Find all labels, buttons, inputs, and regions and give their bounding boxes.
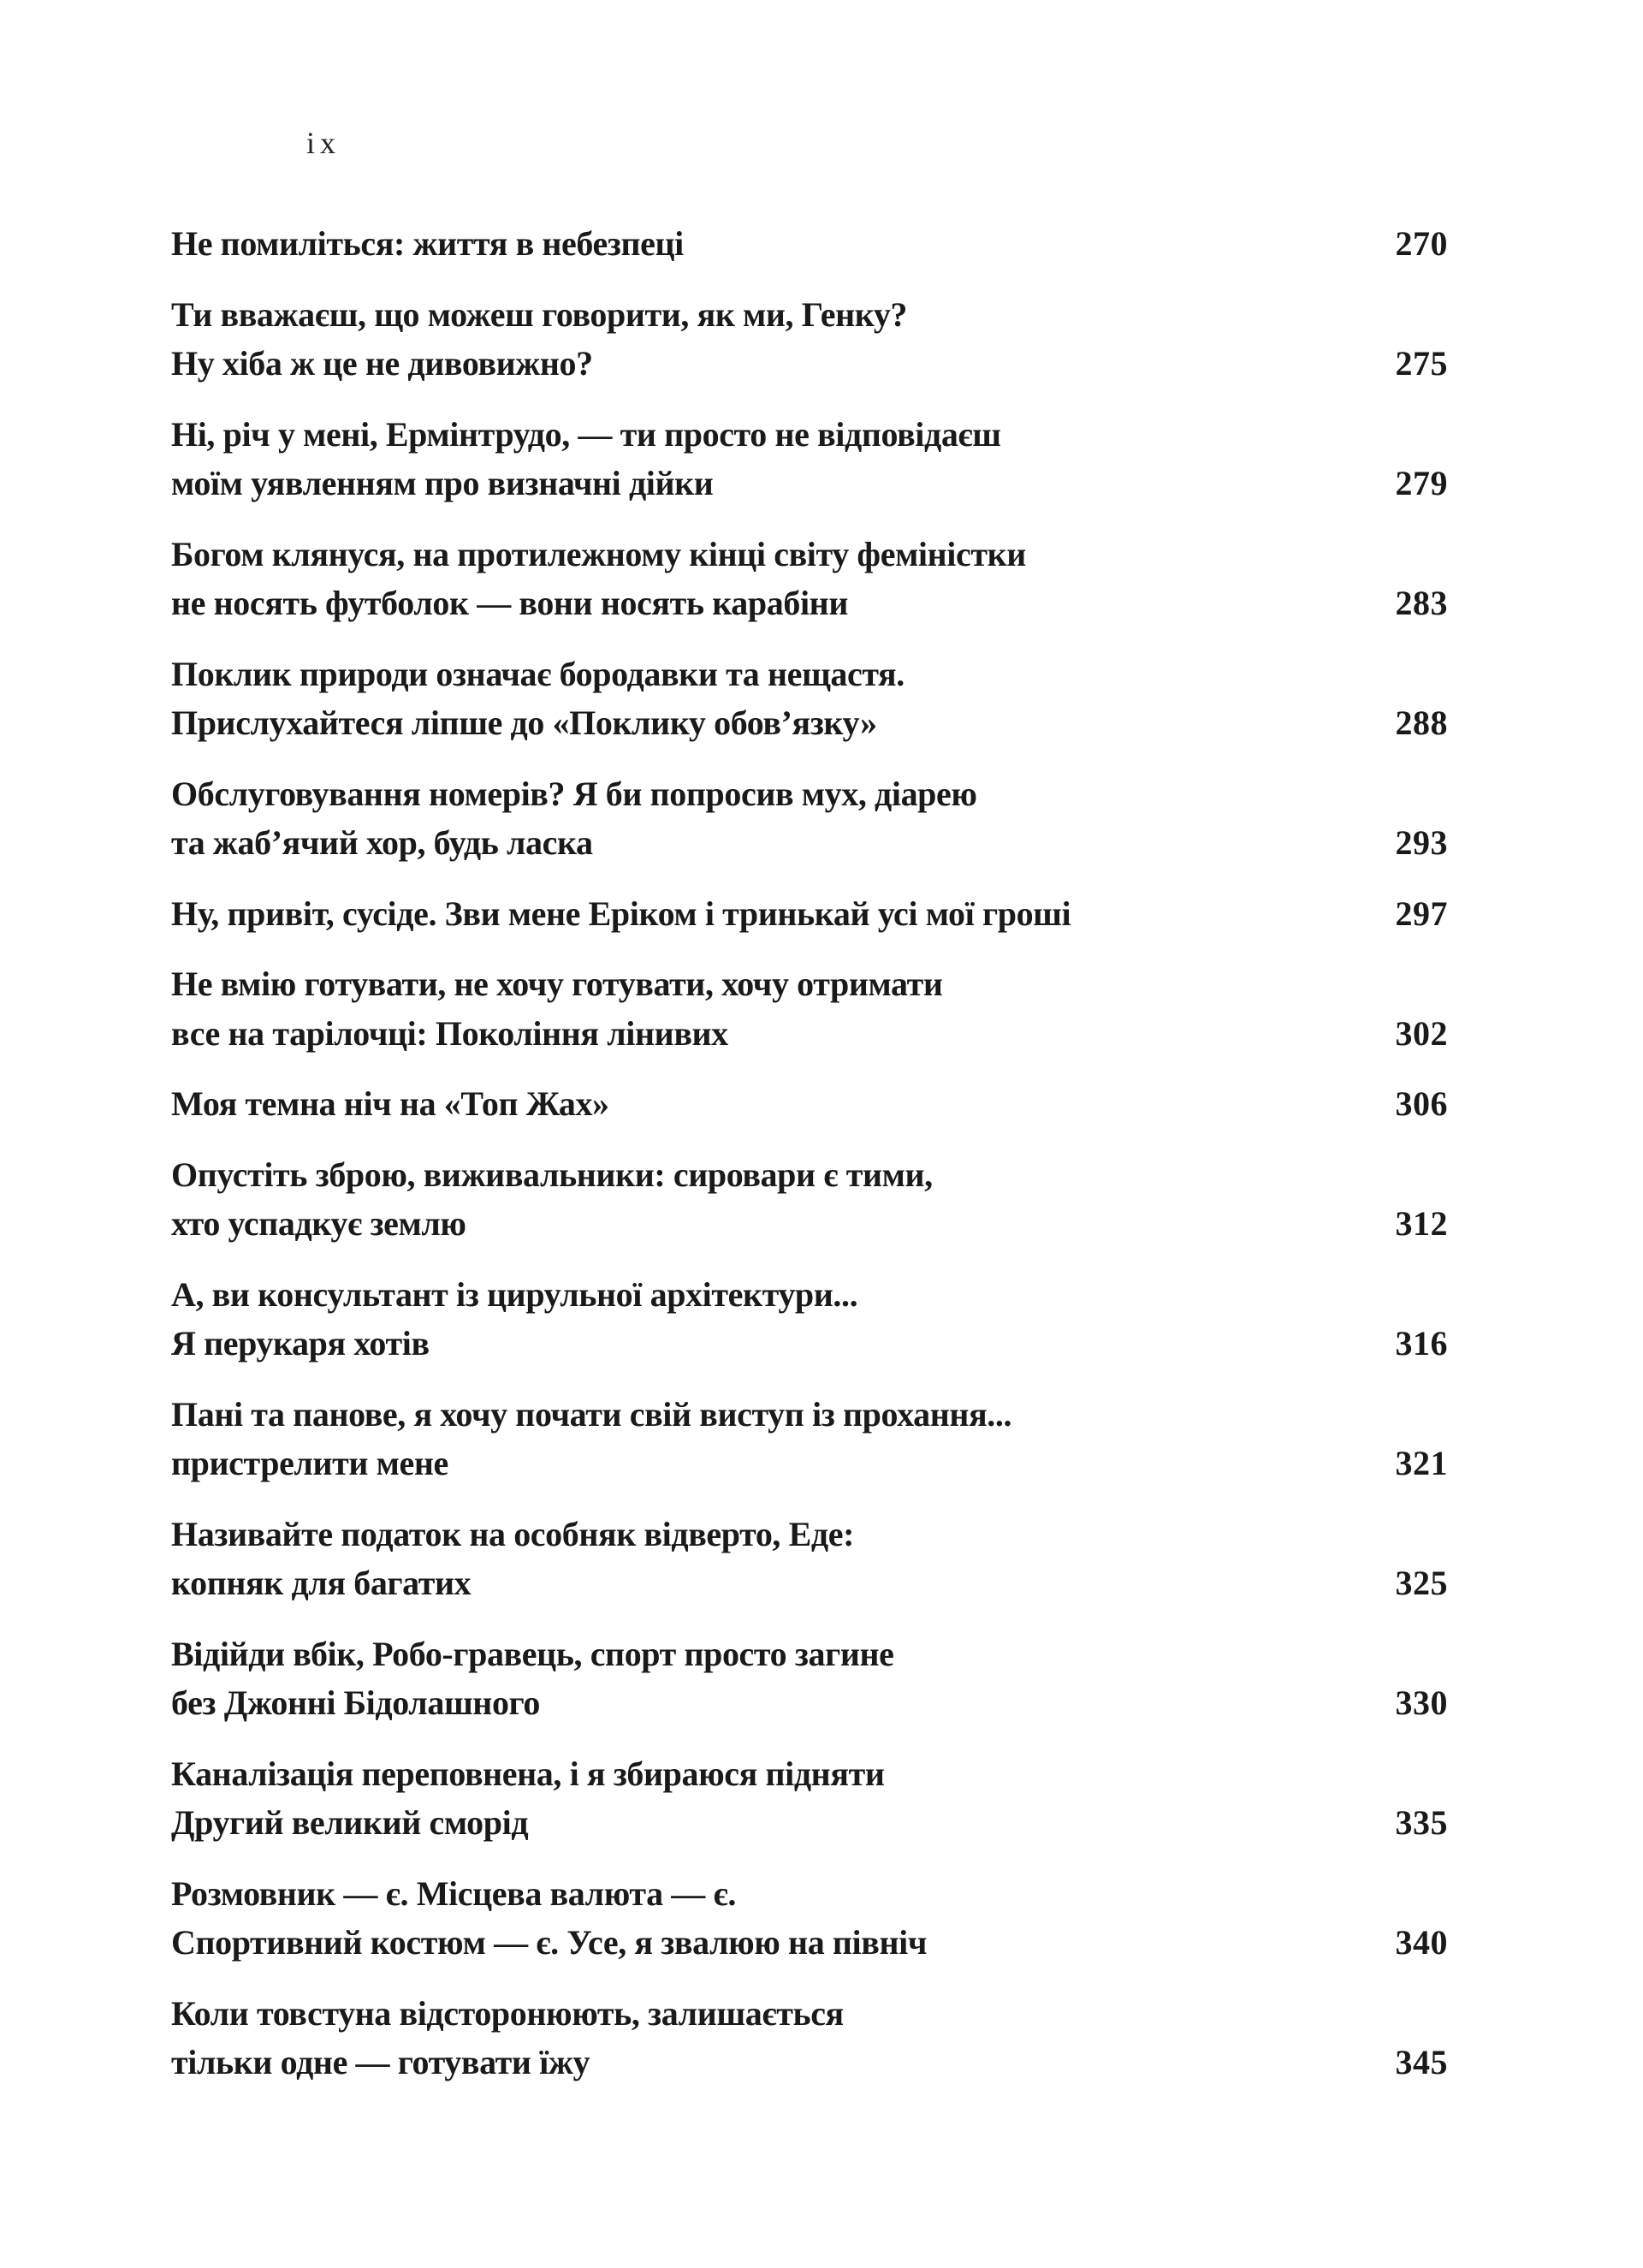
toc-entry-page-number: 325 (1395, 1564, 1448, 1602)
toc-entry-page-number: 270 (1395, 224, 1448, 263)
toc-entry-title-line: Пані та панове, я хочу почати свій виступ із прохання... (171, 1394, 1012, 1434)
toc-entry-title-line: та жаб’ячий хор, будь ласка (171, 823, 593, 862)
toc-entry-title (171, 530, 1026, 628)
toc-entry-title-line: Ні, річ у мені, Ермінтрудо, — ти просто не відповідаєш (171, 414, 1001, 454)
toc-entry-title (171, 1079, 609, 1129)
toc-entry-title-line: все на тарілочці: Покоління лінивих (171, 1013, 728, 1053)
toc-entry-title-line: Моя темна ніч на «Топ Жах» (171, 1084, 609, 1123)
toc-entry-title (171, 1989, 844, 2087)
toc-entry (171, 889, 1448, 939)
toc-entry-title-line: Ну хіба ж це не дивовижно? (171, 344, 593, 383)
toc-entry (171, 1150, 1448, 1249)
toc-entry-title (171, 290, 907, 389)
toc-entry-page-number: 279 (1395, 464, 1448, 502)
toc-entry-page-number: 275 (1395, 344, 1448, 383)
toc-entry-title-line: Обслуговування номерів? Я би попросив мух, діарею (171, 774, 977, 813)
toc-entry-title-line: моїм уявленням про визначні дійки (171, 464, 714, 502)
toc-entry (171, 290, 1448, 389)
toc-entry-title (171, 1510, 854, 1608)
toc-entry-page-number: 345 (1395, 2043, 1448, 2081)
toc-entry-title (171, 1390, 1011, 1488)
toc-entry (171, 1510, 1448, 1608)
toc-entry-title (171, 769, 977, 868)
toc-entry-title-line: Опустіть зброю, виживальники: сировари є тими, (171, 1155, 933, 1194)
toc-entry-title (171, 1749, 884, 1848)
toc-entry-title (171, 1869, 927, 1968)
toc-entry-title-line: не носять футболок — вони носять карабіни (171, 584, 848, 622)
toc-entry-title-line: хто успадкує землю (171, 1204, 466, 1243)
toc-entry-page-number: 283 (1395, 584, 1448, 622)
toc-entry-title-line: Я перукаря хотів (171, 1324, 430, 1363)
toc-entry-title (171, 410, 1001, 508)
toc-entry (171, 219, 1448, 269)
toc-entry-title-line: Не помиліться: життя в небезпеці (171, 224, 684, 263)
toc-entry (171, 650, 1448, 748)
toc-entry-title-line: Каналізація переповнена, і я збираюся підняти (171, 1754, 885, 1793)
toc-entry (171, 769, 1448, 868)
toc-entry-title-line: А, ви консультант із цирульної архітектури... (171, 1274, 858, 1314)
toc-entry-page-number: 288 (1395, 704, 1448, 742)
toc-entry-title-line: Ну, привіт, сусіде. Зви мене Еріком і тринькай усі мої гроші (171, 894, 1071, 933)
toc-entry-page-number: 316 (1395, 1324, 1448, 1363)
toc-entry-title (171, 650, 905, 748)
toc-entry-title-line: Розмовник — є. Місцева валюта — є. (171, 1873, 736, 1913)
toc-entry (171, 410, 1448, 508)
toc-entry-title-line: Не вмію готувати, не хочу готувати, хочу отримати (171, 965, 943, 1003)
toc-entry-page-number: 297 (1395, 894, 1448, 933)
toc-entry (171, 1749, 1448, 1848)
toc-entry (171, 530, 1448, 628)
toc-entry-title (171, 1270, 857, 1369)
toc-entry-title-line: Богом клянуся, на протилежному кінці світу феміністки (171, 534, 1026, 573)
toc-entry (171, 959, 1448, 1058)
toc-entry-title-line: Другий великий сморід (171, 1803, 529, 1842)
toc-entry (171, 1989, 1448, 2087)
toc-entry-title-line: Називайте податок на особняк відверто, Еде: (171, 1514, 855, 1553)
toc-entry-title-line: тільки одне — готувати їжу (171, 2043, 590, 2081)
toc-entry (171, 1390, 1448, 1488)
toc-entry (171, 1079, 1448, 1129)
toc-entry (171, 1869, 1448, 1968)
toc-entry-title-line: без Джонні Бідолашного (171, 1683, 540, 1722)
toc-entry-title (171, 959, 943, 1058)
toc-entry-title-line: пристрелити мене (171, 1444, 448, 1482)
toc-entry-title-line: Спортивний костюм — є. Усе, я звалюю на північ (171, 1923, 927, 1962)
toc-entry-title-line: Коли товстуна відсторонюють, залишається (171, 1993, 844, 2033)
toc-entry-title (171, 1150, 933, 1249)
table-of-contents (171, 219, 1448, 2109)
toc-entry-page-number: 302 (1395, 1013, 1448, 1053)
toc-entry-page-number: 330 (1395, 1683, 1448, 1722)
toc-entry-page-number: 312 (1395, 1204, 1448, 1243)
toc-entry-page-number: 321 (1395, 1444, 1448, 1482)
toc-entry-page-number: 340 (1395, 1923, 1448, 1962)
toc-entry-title-line: Ти вважаєш, що можеш говорити, як ми, Генку? (171, 294, 908, 334)
toc-entry-title (171, 1630, 894, 1728)
toc-entry-title-line: Поклик природи означає бородавки та нещастя. (171, 654, 905, 693)
toc-entry-title (171, 219, 684, 269)
toc-entry-title-line: Відійди вбік, Робо-гравець, спорт просто загине (171, 1634, 894, 1673)
toc-entry-title-line: копняк для багатих (171, 1564, 472, 1602)
page-folio: ix (306, 126, 341, 160)
toc-entry-title (171, 889, 1071, 939)
toc-entry (171, 1270, 1448, 1369)
toc-entry-page-number: 293 (1395, 823, 1448, 862)
toc-entry-page-number: 306 (1395, 1084, 1448, 1123)
toc-entry-page-number: 335 (1395, 1803, 1448, 1842)
toc-entry (171, 1630, 1448, 1728)
toc-entry-title-line: Прислухайтеся ліпше до «Поклику обов’язку» (171, 704, 877, 742)
